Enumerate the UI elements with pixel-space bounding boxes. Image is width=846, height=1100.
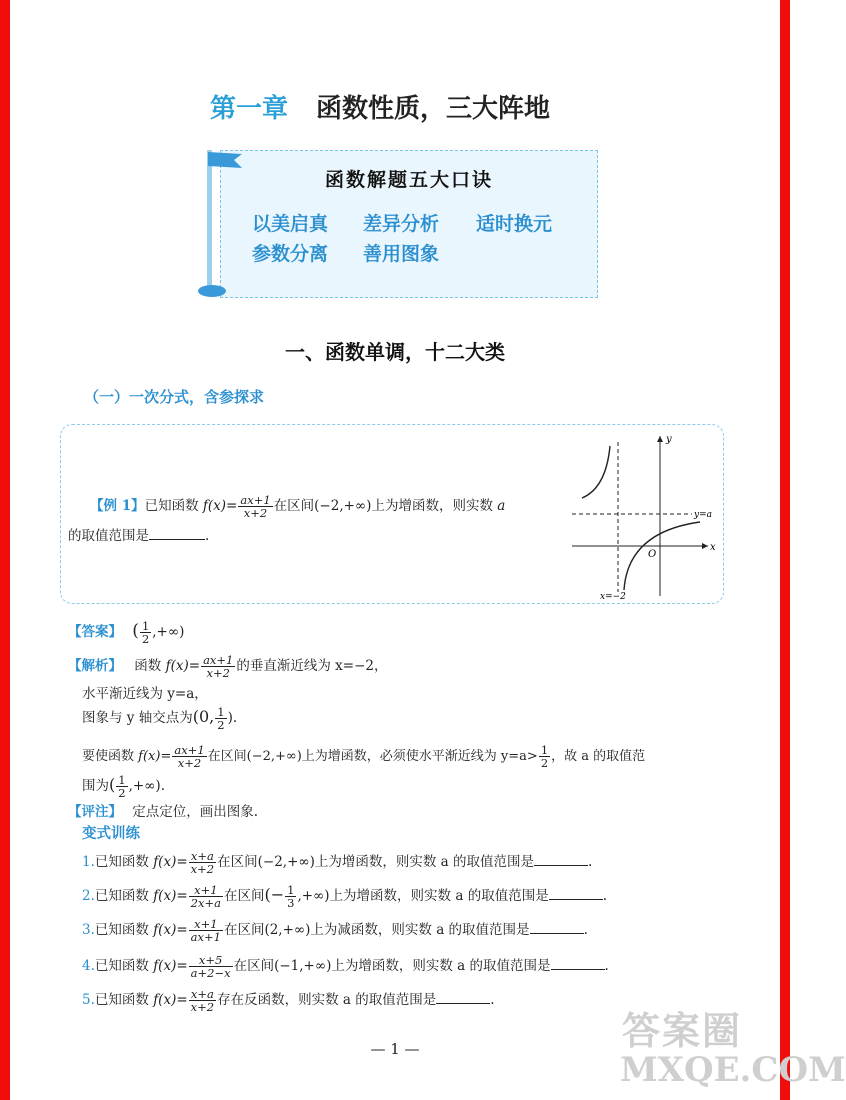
training-item-5: 5.已知函数 f(x)= $\frac{x+a}{x+2}$ 存在反函数，则实数 a 的取值范围是 . <box>82 987 495 1014</box>
item-text: ,+∞) <box>297 888 330 904</box>
example-line-1 <box>90 494 505 519</box>
training-item-4: 4.已知函数 f(x)= $\frac{x+5}{a+2-x}$ 在区间(−1,+∞)上为增函数，则实数 a 的取值范围是 . <box>82 953 609 980</box>
item-number: 5. <box>82 992 95 1008</box>
analysis-line-5 <box>82 774 165 799</box>
paren: ( <box>132 621 139 641</box>
right-red-border <box>780 0 790 1100</box>
item-number: 1. <box>82 854 95 870</box>
numerator: x+a <box>189 850 216 863</box>
asymptote-v-label: x=−2 <box>600 592 626 602</box>
analysis-text: 围为 <box>82 778 109 794</box>
function-graph <box>560 428 724 600</box>
numerator: 1 <box>118 773 126 787</box>
mnemonic-item: 适时换元 <box>476 213 553 235</box>
variable: a <box>497 498 506 514</box>
analysis-line-2: 水平渐近线为 y=a， <box>82 686 208 702</box>
example-text: 已知函数 <box>144 498 199 514</box>
function-label: f(x)= <box>138 749 172 764</box>
y-label: y <box>666 434 672 445</box>
fraction <box>189 918 223 943</box>
training-item-1: 1.已知函数 f(x)= $\frac{x+a}{x+2}$ 在区间(−2,+∞)上为增函数，则实数 a 的取值范围是 . <box>82 849 593 876</box>
answer-tag: 【答案】 <box>68 624 122 640</box>
denominator: 2 <box>118 786 126 800</box>
analysis-text: 要使函数 <box>82 749 135 764</box>
function-label: f(x)= <box>202 498 238 514</box>
chapter-title: 函数性质，三大阵地 <box>316 94 551 124</box>
analysis-text: ,+∞). <box>128 778 165 794</box>
denominator: 2x+a <box>190 896 221 910</box>
denominator: x+2 <box>243 506 268 520</box>
item-text: 在区间(−2,+∞)上为增函数，则实数 a 的取值范围是 <box>217 854 535 870</box>
answer-blank <box>149 527 205 540</box>
numerator: 1 <box>287 883 295 897</box>
analysis-tag: 【解析】 <box>68 658 122 674</box>
item-text: 已知函数 <box>94 922 149 938</box>
item-text: 已知函数 <box>94 958 149 974</box>
page <box>10 0 846 1100</box>
watermark-text: 答案圈 <box>622 1008 743 1053</box>
item-text: 在区间(2,+∞)上为减函数，则实数 a 的取值范围是 <box>223 922 530 938</box>
analysis-text: (0, <box>192 707 215 726</box>
denominator: x+2 <box>190 862 215 876</box>
function-label: f(x)= <box>153 958 188 974</box>
function-label: f(x)= <box>153 854 188 870</box>
function-label: f(x)= <box>165 658 201 674</box>
item-text: 已知函数 <box>94 854 149 870</box>
fraction <box>238 494 272 519</box>
fraction <box>189 884 223 909</box>
numerator: x+1 <box>189 918 223 931</box>
example-tag: 【例 1】 <box>90 498 145 514</box>
denominator: 2 <box>141 632 150 646</box>
answer-blank <box>436 991 490 1004</box>
mnemonic-item: 善用图象 <box>363 243 440 265</box>
denominator: 2 <box>217 718 225 732</box>
answer-blank <box>551 957 605 970</box>
denominator: ax+1 <box>190 930 221 944</box>
numerator: ax+1 <box>203 653 234 667</box>
origin-label: O <box>648 549 657 560</box>
item-number: 2. <box>82 888 95 904</box>
item-text: 在区间 <box>223 888 265 904</box>
fraction <box>539 744 550 769</box>
comment-tag: 【评注】 <box>68 804 122 820</box>
training-title: 变式训练 <box>82 825 140 842</box>
numerator: ax+1 <box>174 743 205 757</box>
numerator: x+a <box>189 988 216 1001</box>
y-axis-arrow <box>657 436 663 442</box>
asymptote-h-label: y=a <box>694 510 712 520</box>
chapter-heading <box>210 88 550 125</box>
curve-left-branch <box>582 446 610 498</box>
item-text: 上为增函数，则实数 a 的取值范围是 <box>329 888 549 904</box>
item-text: 已知函数 <box>94 888 149 904</box>
comment-text: 定点定位，画出图象. <box>132 804 259 820</box>
x-label: x <box>710 542 716 553</box>
numerator: ax+1 <box>240 493 271 507</box>
page-number: — 1 — <box>370 1040 420 1058</box>
analysis-text: 图象与 y 轴交点为 <box>82 710 193 726</box>
answer-blank <box>530 921 584 934</box>
fraction <box>285 884 296 909</box>
example-text: 在区间(−2,+∞)上为增函数，则实数 <box>273 498 493 514</box>
fraction <box>116 774 127 799</box>
section-title: 一、函数单调，十二大类 <box>285 340 505 364</box>
denominator: 2 <box>540 756 549 770</box>
analysis-text: ，故 a 的取值范 <box>551 749 646 764</box>
training-item-3: 3.已知函数 f(x)= $\frac{x+1}{ax+1}$ 在区间(2,+∞)上为减函数，则实数 a 的取值范围是 . <box>82 917 588 944</box>
fraction <box>201 654 235 679</box>
analysis-line-3 <box>82 706 237 731</box>
numerator: 1 <box>540 743 549 757</box>
flag-base <box>198 285 226 297</box>
subsection-title: （一）一次分式，含参探求 <box>84 388 265 406</box>
denominator: a+2−x <box>190 966 231 980</box>
item-number: 3. <box>82 922 95 938</box>
mnemonic-item: 以美启真 <box>252 213 329 235</box>
item-text: 在区间(−1,+∞)上为增函数，则实数 a 的取值范围是 <box>233 958 551 974</box>
numerator: 1 <box>141 619 150 633</box>
denominator: 3 <box>287 896 295 910</box>
answer-text: ,+∞) <box>152 624 185 640</box>
training-item-2: 2.已知函数 f(x)= $\frac{x+1}{2x+a}$ 在区间(− $\frac{1}{3}$ ,+∞)上为增函数，则实数 a 的取值范围是 . <box>82 883 607 910</box>
denominator: x+2 <box>190 1000 215 1014</box>
analysis-line-4 <box>82 744 645 769</box>
analysis-line-1 <box>68 654 387 679</box>
comment-line <box>68 800 258 820</box>
fraction <box>140 620 151 645</box>
example-text: 的取值范围是 <box>68 528 149 544</box>
watermark-url: MXQE.COM <box>620 1050 846 1090</box>
item-text: (− <box>264 885 285 904</box>
item-number: 4. <box>82 958 95 974</box>
fraction <box>172 744 206 769</box>
answer-blank <box>534 853 588 866</box>
mnemonic-item: 参数分离 <box>252 243 329 265</box>
denominator: x+2 <box>206 666 230 680</box>
x-axis-arrow <box>702 543 708 549</box>
answer-blank <box>549 887 603 900</box>
example-line-2: 的取值范围是 . <box>68 528 210 544</box>
mnemonic-title: 函数解题五大口诀 <box>324 169 493 191</box>
chapter-number: 第一章 <box>210 94 289 124</box>
answer-line <box>68 620 184 645</box>
numerator: 1 <box>217 705 225 719</box>
left-red-border <box>0 0 10 1100</box>
analysis-text: 函数 <box>134 658 162 674</box>
analysis-text: 在区间(−2,+∞)上为增函数，必须使水平渐近线为 y=a> <box>207 749 538 764</box>
analysis-text: ( <box>109 775 116 794</box>
function-label: f(x)= <box>153 888 188 904</box>
fraction <box>189 954 233 979</box>
numerator: x+1 <box>189 884 223 897</box>
function-label: f(x)= <box>153 922 188 938</box>
mnemonic-item: 差异分析 <box>363 213 440 235</box>
item-text: 存在反函数，则实数 a 的取值范围是 <box>217 992 437 1008</box>
fraction <box>189 850 216 875</box>
analysis-text: 的垂直渐近线为 x=−2， <box>236 658 388 674</box>
numerator: x+5 <box>189 954 233 967</box>
fraction <box>215 706 226 731</box>
item-text: 已知函数 <box>94 992 149 1008</box>
denominator: x+2 <box>177 756 202 770</box>
analysis-text: ). <box>227 710 238 726</box>
curve-right-branch <box>624 522 700 590</box>
function-label: f(x)= <box>153 992 188 1008</box>
fraction <box>189 988 216 1013</box>
